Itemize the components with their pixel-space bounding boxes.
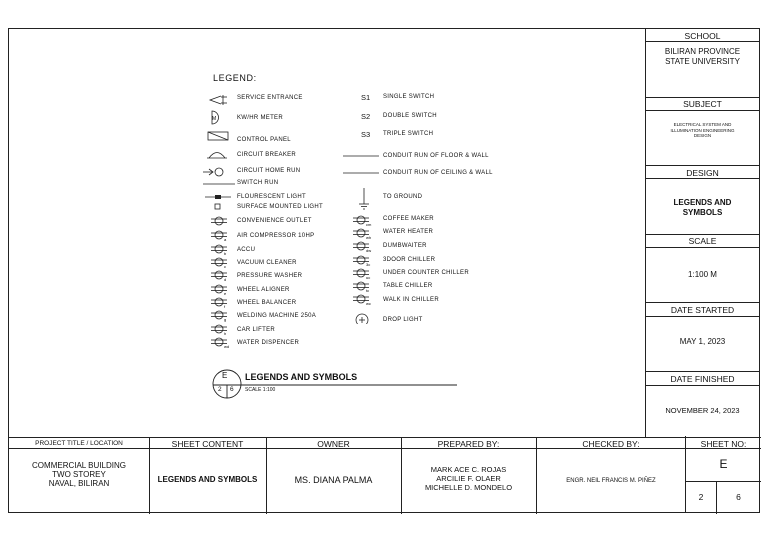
legend-item-control-panel: CONTROL PANEL (237, 137, 291, 143)
legend-item-service-entrance: SERVICE ENTRANCE (237, 95, 303, 101)
legend-item-single-switch: SINGLE SWITCH (383, 94, 435, 100)
titleblock-top (9, 437, 761, 438)
drawing-sheet (8, 28, 760, 513)
svg-text:e: e (224, 291, 227, 296)
legend-item-conduit-floor: CONDUIT RUN OF FLOOR & WALL (383, 153, 489, 159)
control-panel-icon (208, 132, 228, 140)
svg-text:tc: tc (366, 288, 370, 293)
pressure-washer-outlet-icon (211, 271, 227, 282)
accu-outlet-icon (211, 245, 227, 256)
prepared-name-2: ARCILIE F. OLAER (436, 474, 501, 483)
legend-item-circuit-home-run: CIRCUIT HOME RUN (237, 168, 301, 174)
school-heading: SCHOOL (684, 31, 721, 41)
detail-num-left: 2 (218, 386, 222, 393)
drop-light-icon (356, 314, 368, 324)
convenience-outlet-icon (211, 217, 227, 225)
legend-item-ground: TO GROUND (383, 194, 423, 200)
checked-heading: CHECKED BY: (582, 439, 640, 449)
outlet-symbols-left (207, 213, 237, 353)
scale-value: 1:100 M (688, 270, 717, 279)
legend-item-air-compressor: AIR COMPRESSOR 10HP (237, 233, 315, 239)
project-line-1: COMMERCIAL BUILDING (32, 461, 126, 470)
svg-text:c: c (224, 264, 226, 269)
legend-item-coffee-maker: COFFEE MAKER (383, 216, 434, 222)
detail-scale: SCALE 1:100 (245, 387, 276, 393)
svg-text:M: M (212, 116, 217, 122)
legend-item-vacuum-cleaner: VACUUM CLEANER (237, 260, 297, 266)
sheet-content: LEGENDS AND SYMBOLS (157, 475, 258, 484)
subject-name: ELECTRICAL SYSTEM AND ILLUMINATION ENGINEERING DESIGN (670, 122, 735, 138)
design-heading: DESIGN (686, 168, 719, 178)
legend-item-dumbwaiter: DUMBWAITER (383, 243, 427, 249)
svg-text:wd: wd (224, 344, 230, 349)
svg-text:wh: wh (366, 235, 372, 240)
svg-text:dw: dw (366, 248, 372, 253)
owner-heading: OWNER (317, 439, 350, 449)
school-name: BILIRAN PROVINCE STATE UNIVERSITY (664, 47, 741, 66)
svg-text:f: f (224, 304, 226, 309)
legend-item-kwh-meter: KW/HR METER (237, 115, 283, 121)
svg-text:h: h (224, 331, 227, 336)
svg-text:a: a (224, 237, 227, 242)
scale-heading: SCALE (688, 236, 717, 246)
legend-item-wheel-aligner: WHEEL ALIGNER (237, 287, 290, 293)
service-entrance-icon (210, 95, 227, 105)
sheet-no-heading: SHEET NO: (700, 439, 747, 449)
svg-text:g: g (224, 317, 227, 322)
legend-item-pressure-washer: PRESSURE WASHER (237, 273, 303, 279)
switch-code-s2: S2 (361, 112, 371, 121)
project-heading: PROJECT TITLE / LOCATION (35, 440, 123, 447)
legend-item-under-counter-chiller: UNDER COUNTER CHILLER (383, 270, 469, 276)
legend-item-surface-light: SURFACE MOUNTED LIGHT (237, 204, 323, 210)
legend-item-convenience-outlet: CONVENIENCE OUTLET (237, 218, 312, 224)
project-line-2: TWO STOREY (52, 470, 106, 479)
legend-item-water-dispenser: WATER DISPENCER (237, 340, 300, 346)
car-lifter-outlet-icon (211, 325, 227, 336)
air-compressor-outlet-icon (211, 231, 227, 242)
water-dispenser-outlet-icon (211, 338, 229, 349)
sheet-no-divider (685, 436, 686, 513)
right-symbols (339, 144, 384, 324)
detail-letter: E (222, 371, 228, 380)
circuit-breaker-icon (207, 153, 227, 159)
design-name: LEGENDS AND SYMBOLS (673, 198, 732, 217)
sheet-letter: E (719, 457, 728, 471)
detail-num-right: 6 (230, 386, 234, 393)
subject-heading: SUBJECT (683, 99, 722, 109)
svg-text:wc: wc (366, 301, 371, 306)
owner-name: MS. DIANA PALMA (294, 475, 373, 485)
svg-text:b: b (224, 251, 227, 256)
svg-text:uc: uc (366, 275, 371, 280)
legend-item-triple-switch: TRIPLE SWITCH (383, 131, 434, 137)
checked-name: ENGR. NEIL FRANCIS M. PIÑEZ (566, 478, 656, 484)
switch-code-s3: S3 (361, 130, 371, 139)
svg-text:cm: cm (366, 222, 372, 227)
legend-item-3door-chiller: 3DOOR CHILLER (383, 257, 436, 263)
legend-item-accu: ACCU (237, 247, 256, 253)
kwh-meter-icon (212, 111, 219, 124)
sheet-number: 2 (698, 492, 704, 502)
detail-title: LEGENDS AND SYMBOLS (245, 372, 358, 382)
legend-item-wheel-balancer: WHEEL BALANCER (237, 300, 297, 306)
prepared-heading: PREPARED BY: (437, 439, 500, 449)
date-started-heading: DATE STARTED (670, 305, 735, 315)
legend-item-table-chiller: TABLE CHILLER (383, 283, 433, 289)
date-started-value: MAY 1, 2023 (679, 337, 726, 346)
wheel-aligner-outlet-icon (211, 285, 227, 296)
sheet-total: 6 (736, 492, 741, 502)
legend-item-circuit-breaker: CIRCUIT BREAKER (237, 152, 297, 158)
circuit-home-run-icon (203, 168, 223, 176)
ground-icon (359, 188, 369, 209)
legend-item-switch-run: SWITCH RUN (237, 180, 279, 186)
date-finished-value: NOVEMBER 24, 2023 (665, 406, 740, 415)
legend-item-conduit-ceiling: CONDUIT RUN OF CEILING & WALL (383, 170, 493, 176)
legend-item-fluorescent-light: FLOURESCENT LIGHT (237, 194, 306, 200)
prepared-name-3: MICHELLE D. MONDELO (424, 483, 513, 492)
switch-code-s1: S1 (361, 93, 371, 102)
legend-item-double-switch: DOUBLE SWITCH (383, 113, 437, 119)
legend-item-water-heater: WATER HEATER (383, 229, 434, 235)
welding-outlet-icon (211, 311, 227, 322)
date-finished-heading: DATE FINISHED (670, 374, 735, 384)
vacuum-outlet-icon (211, 258, 227, 269)
prepared-name-1: MARK ACE C. ROJAS (430, 465, 507, 474)
svg-text:3c: 3c (366, 262, 371, 267)
sheet-content-heading: SHEET CONTENT (171, 439, 244, 449)
wheel-balancer-outlet-icon (211, 298, 227, 309)
legend-item-drop-light: DROP LIGHT (383, 317, 423, 323)
legend-item-car-lifter: CAR LIFTER (237, 327, 276, 333)
fluorescent-light-icon (205, 195, 231, 199)
surface-light-icon (215, 204, 220, 209)
legend-title: LEGEND: (213, 73, 257, 83)
legend-item-walk-in-chiller: WALK IN CHILLER (383, 297, 439, 303)
svg-text:d: d (224, 277, 227, 282)
project-line-3: NAVAL, BILIRAN (48, 479, 110, 488)
legend-item-welding-machine: WELDING MACHINE 250A (237, 313, 317, 319)
